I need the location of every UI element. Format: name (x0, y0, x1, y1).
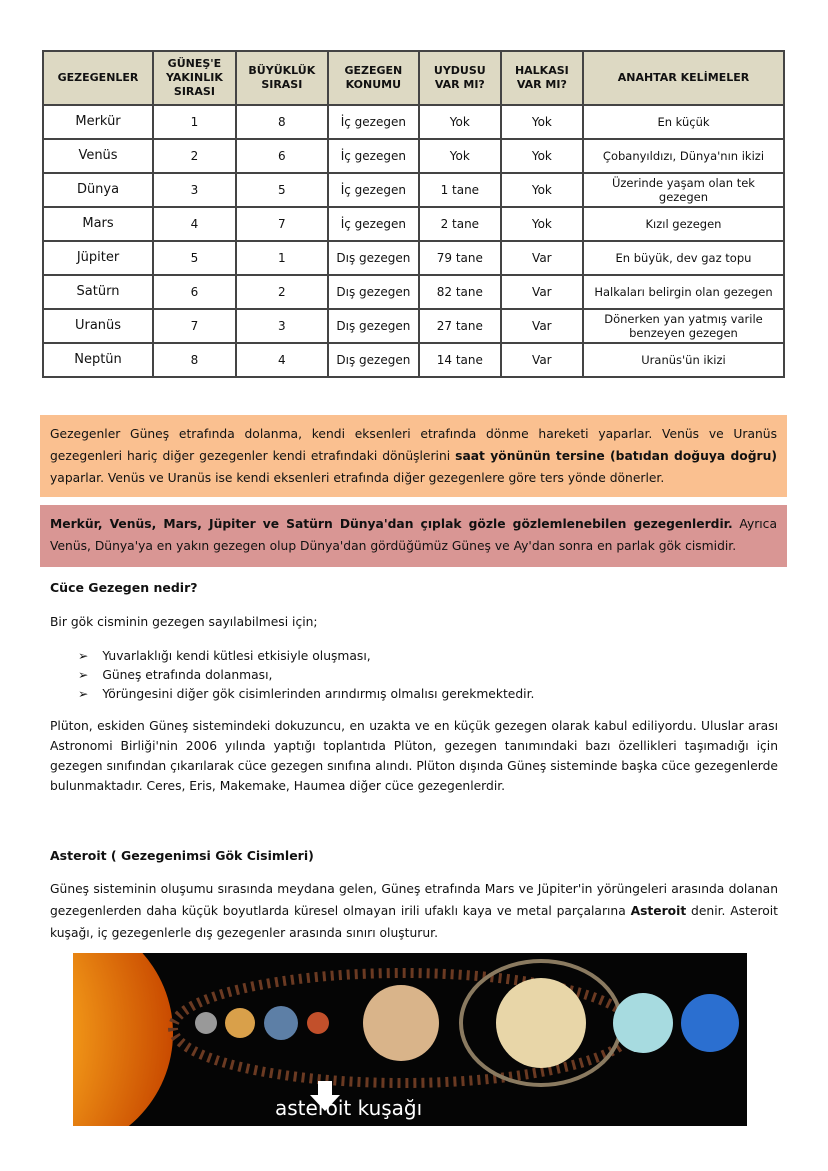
dwarf-criteria-list (78, 647, 534, 704)
table-cell: İç gezegen (328, 105, 419, 139)
table-cell: Var (501, 343, 583, 377)
table-cell: 1 (153, 105, 236, 139)
table-cell: En büyük, dev gaz topu (583, 241, 784, 275)
table-cell: Halkaları belirgin olan gezegen (583, 275, 784, 309)
table-cell: 5 (153, 241, 236, 275)
table-cell: Dış gezegen (328, 343, 419, 377)
text: Ayrıca Venüs, Dünya'ya en yakın gezegen olup Dünya'dan gördüğümüz Güneş ve Ay'dan sonra en parlak gök cismidir. (50, 517, 777, 553)
table-row (43, 275, 784, 309)
table-cell: 7 (236, 207, 328, 241)
table-cell: 8 (153, 343, 236, 377)
table-cell: Kızıl gezegen (583, 207, 784, 241)
table-cell: Dış gezegen (328, 275, 419, 309)
bold-text: saat yönünün tersine (batıdan doğuya doğru) (455, 449, 777, 463)
table-cell: Uranüs'ün ikizi (583, 343, 784, 377)
table-cell: Neptün (43, 343, 153, 377)
rotation-info-box (40, 415, 787, 497)
table-cell: 79 tane (419, 241, 501, 275)
table-cell: İç gezegen (328, 139, 419, 173)
image-caption: asteroit kuşağı (275, 1096, 423, 1120)
text: yaparlar. Venüs ve Uranüs ise kendi eksenleri etrafında diğer gezegenlere göre ters yönde dönerler. (50, 471, 665, 485)
table-cell: 2 (153, 139, 236, 173)
visible-planets-box (40, 505, 787, 567)
table-cell: Var (501, 241, 583, 275)
venus (225, 1008, 255, 1038)
table-cell: Yok (501, 139, 583, 173)
table-cell: En küçük (583, 105, 784, 139)
bold-text: Merkür, Venüs, Mars, Jüpiter ve Satürn Dünya'dan çıplak gözle gözlemlenebilen gezegenlerdir. (50, 517, 733, 531)
pluto-paragraph: Plüton, eskiden Güneş sistemindeki dokuzuncu, en uzakta ve en küçük gezegen olarak kabul ediliyordu. Uluslar arası Astronomi Birliği'nin 2006 yılında yaptığı toplantıda Plüton, gezegen tanımındaki bazı özellikleri taşımadığı için gezegen sınıfından çıkarılarak cüce gezegen sınıfına alındı. Plüton dışında Güneş sisteminde başka cüce gezegenlerde bulunmaktadır. Ceres, Eris, Makemake, Haumea diğer cüce gezegenlerdir. (50, 719, 778, 793)
table-cell: Dış gezegen (328, 241, 419, 275)
table-cell: 7 (153, 309, 236, 343)
table-cell: 8 (236, 105, 328, 139)
table-cell: 2 tane (419, 207, 501, 241)
table-row (43, 173, 784, 207)
table-cell: Yok (419, 105, 501, 139)
table-row (43, 105, 784, 139)
table-cell: Var (501, 275, 583, 309)
list-item: ➢ Güneş etrafında dolanması, (78, 666, 534, 685)
bold-text: Asteroit (630, 904, 687, 918)
text: Gezegenler Güneş etrafında dolanma, kendi eksenleri etrafında dönme hareketi yaparlar. Venüs ve Uranüs gezegenleri hariç diğer gezegenler kendi etrafındaki dönüşlerini (50, 427, 777, 463)
table-cell: Mars (43, 207, 153, 241)
planets-table (42, 50, 785, 378)
table-cell: 27 tane (419, 309, 501, 343)
column-header: UYDUSU VAR MI? (419, 51, 501, 105)
table-cell: Venüs (43, 139, 153, 173)
table-cell: 6 (153, 275, 236, 309)
table-row (43, 207, 784, 241)
mercury (195, 1012, 217, 1034)
mars (307, 1012, 329, 1034)
text: Güneş sisteminin oluşumu sırasında meydana gelen, Güneş etrafında Mars ve Jüpiter'in yörüngeleri arasında dolanan gezegenlerden daha küçük boyutlarda küresel olmayan irili ufaklı kaya ve metal parçalarına (50, 882, 778, 918)
dwarf-intro: Bir gök cisminin gezegen sayılabilmesi için; (50, 615, 318, 629)
table-cell: İç gezegen (328, 207, 419, 241)
table-cell: Var (501, 309, 583, 343)
asteroid-paragraph (50, 878, 778, 944)
uranus (613, 993, 673, 1053)
column-header: ANAHTAR KELİMELER (583, 51, 784, 105)
table-cell: 3 (236, 309, 328, 343)
table-cell: İç gezegen (328, 173, 419, 207)
table-cell: 6 (236, 139, 328, 173)
table-cell: 1 (236, 241, 328, 275)
column-header: HALKASI VAR MI? (501, 51, 583, 105)
column-header: GEZEGEN KONUMU (328, 51, 419, 105)
table-cell: 2 (236, 275, 328, 309)
table-row (43, 309, 784, 343)
table-row (43, 139, 784, 173)
table-cell: 1 tane (419, 173, 501, 207)
table-cell: Dünya (43, 173, 153, 207)
table-cell: 14 tane (419, 343, 501, 377)
table-cell: 4 (236, 343, 328, 377)
dwarf-heading: Cüce Gezegen nedir? (50, 580, 198, 595)
table-cell: 82 tane (419, 275, 501, 309)
table-cell: Dönerken yan yatmış varile benzeyen gezegen (583, 309, 784, 343)
table-cell: Dış gezegen (328, 309, 419, 343)
list-item: ➢ Yörüngesini diğer gök cisimlerinden arındırmış olmalısı gerekmektedir. (78, 685, 534, 704)
neptune (681, 994, 739, 1052)
asteroid-heading: Asteroit ( Gezegenimsi Gök Cisimleri) (50, 848, 314, 863)
table-row (43, 241, 784, 275)
table-cell: Yok (419, 139, 501, 173)
table-cell: Yok (501, 207, 583, 241)
jupiter (363, 985, 439, 1061)
table-cell: Çobanyıldızı, Dünya'nın ikizi (583, 139, 784, 173)
table-cell: Yok (501, 105, 583, 139)
table-cell: Merkür (43, 105, 153, 139)
sun (73, 953, 173, 1126)
table-cell: 4 (153, 207, 236, 241)
table-cell: 3 (153, 173, 236, 207)
table-cell: Jüpiter (43, 241, 153, 275)
table-cell: Üzerinde yaşam olan tek gezegen (583, 173, 784, 207)
column-header: GEZEGENLER (43, 51, 153, 105)
list-item: ➢ Yuvarlaklığı kendi kütlesi etkisiyle oluşması, (78, 647, 534, 666)
column-header: BÜYÜKLÜK SIRASI (236, 51, 328, 105)
text: denir. Asteroit kuşağı, iç gezegenlerle dış gezegenler arasında sınırı oluşturur. (50, 904, 778, 940)
column-header: GÜNEŞ'E YAKINLIK SIRASI (153, 51, 236, 105)
saturn (496, 978, 586, 1068)
earth (264, 1006, 298, 1040)
table-cell: 5 (236, 173, 328, 207)
table-row (43, 343, 784, 377)
table-cell: Satürn (43, 275, 153, 309)
table-cell: Uranüs (43, 309, 153, 343)
solar-system-image (73, 953, 747, 1126)
table-cell: Yok (501, 173, 583, 207)
